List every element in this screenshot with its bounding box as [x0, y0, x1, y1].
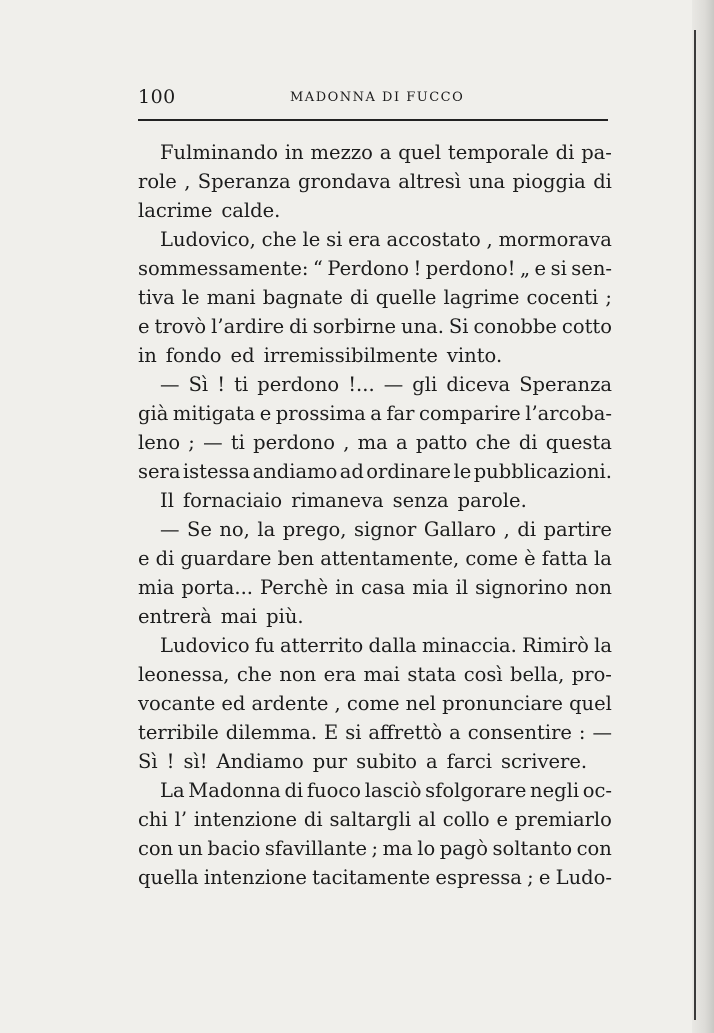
word: Sì: [188, 373, 209, 396]
word: lo: [417, 837, 436, 860]
word: Madonna: [188, 779, 281, 802]
word: perdono!: [425, 257, 516, 280]
text-line: [138, 341, 612, 370]
word: —: [160, 518, 180, 541]
word: pro-: [571, 663, 612, 686]
word: ,: [503, 518, 510, 541]
word: E: [323, 721, 339, 744]
text-line: [138, 602, 612, 631]
word: Speranza: [197, 170, 291, 193]
word: senza: [392, 489, 449, 512]
word: leno: [138, 431, 181, 454]
word: pagò: [439, 837, 489, 860]
word: ;: [188, 431, 195, 454]
word: l’arcoba-: [525, 402, 612, 425]
word: di: [593, 170, 612, 193]
word: lasciò: [364, 779, 422, 802]
text-line: [138, 312, 612, 341]
word: non: [279, 663, 317, 686]
word: !: [217, 373, 226, 396]
word: :: [578, 721, 586, 744]
word: fatta: [541, 547, 588, 570]
page-header: [138, 86, 608, 112]
text-line: [138, 196, 612, 225]
word: accostato: [386, 228, 481, 251]
word: mai: [363, 663, 400, 686]
word: mormorava: [498, 228, 612, 251]
word: quelle: [375, 286, 437, 309]
word: come: [346, 692, 400, 715]
word: saltargli: [329, 808, 412, 831]
text-line: [138, 167, 612, 196]
word: Gallaro: [423, 518, 497, 541]
word: ordinare: [366, 460, 452, 483]
running-title: MADONNA DI FUCCO: [290, 90, 465, 105]
word: Perchè: [260, 576, 329, 599]
word: irremissibilmente: [263, 344, 438, 367]
word: premiarlo: [514, 808, 612, 831]
word: che: [261, 228, 297, 251]
word: si: [326, 228, 343, 251]
word: la: [594, 547, 612, 570]
word: lacrime: [138, 199, 213, 222]
word: Speranza: [519, 373, 612, 396]
text-line: [138, 515, 612, 544]
word: si: [550, 257, 567, 280]
word: perdono: [257, 373, 340, 396]
word: nel: [405, 692, 436, 715]
text-line: [138, 689, 612, 718]
word: calde.: [221, 199, 281, 222]
header-rule: [138, 119, 608, 121]
word: stata: [407, 663, 457, 686]
word: mitigata: [172, 402, 256, 425]
word: questa: [545, 431, 612, 454]
text-line: [138, 457, 612, 486]
word: a: [426, 750, 438, 773]
word: cocenti: [526, 286, 599, 309]
text-line: [138, 428, 612, 457]
word: pur: [312, 750, 348, 773]
word: a: [379, 141, 392, 164]
text-line: [138, 225, 612, 254]
word: farci: [446, 750, 492, 773]
word: e: [534, 257, 547, 280]
word: Ludovico,: [160, 228, 256, 251]
word: a: [395, 431, 408, 454]
word: già: [138, 402, 169, 425]
word: ad: [339, 460, 364, 483]
word: ;: [527, 866, 534, 889]
word: Sì: [138, 750, 158, 773]
word: le: [453, 460, 472, 483]
word: bagnate: [262, 286, 343, 309]
word: a: [449, 721, 461, 744]
word: si: [345, 721, 362, 744]
text-line: [138, 834, 612, 863]
word: mia: [412, 576, 449, 599]
word: ti: [234, 373, 249, 396]
word: al: [417, 808, 436, 831]
word: Se: [186, 518, 212, 541]
word: parole.: [457, 489, 527, 512]
word: che: [475, 431, 511, 454]
word: mai: [220, 605, 258, 628]
word: ed: [221, 692, 246, 715]
word: bella,: [510, 663, 565, 686]
text-line: [138, 631, 612, 660]
word: sommessamente:: [138, 257, 309, 280]
word: di: [555, 141, 575, 164]
word: quella: [138, 866, 199, 889]
page-number: 100: [138, 86, 176, 108]
word: in: [138, 344, 157, 367]
word: La: [160, 779, 185, 802]
word: —: [203, 431, 223, 454]
text-line: [138, 747, 612, 776]
word: gli: [412, 373, 438, 396]
word: diceva: [446, 373, 511, 396]
word: oc-: [582, 779, 612, 802]
word: era: [323, 663, 357, 686]
word: la: [594, 634, 612, 657]
text-line: [138, 283, 612, 312]
word: sera: [138, 460, 181, 483]
word: sorbirne: [312, 315, 396, 338]
word: attentamente,: [320, 547, 460, 570]
word: patto: [415, 431, 468, 454]
word: fondo: [165, 344, 222, 367]
word: lagrime: [443, 286, 520, 309]
word: ben: [277, 547, 315, 570]
word: „: [519, 257, 531, 280]
word: ma: [357, 431, 388, 454]
word: signorino: [475, 576, 569, 599]
word: Andiamo: [216, 750, 304, 773]
word: !: [166, 750, 175, 773]
word: pa-: [581, 141, 612, 164]
word: dilemma.: [225, 721, 318, 744]
word: atterrito: [279, 634, 364, 657]
word: prego,: [282, 518, 347, 541]
text-line: [138, 718, 612, 747]
word: fu: [254, 634, 275, 657]
word: è: [524, 547, 536, 570]
word: e: [496, 808, 509, 831]
word: partire: [543, 518, 612, 541]
word: di: [518, 431, 538, 454]
text-line: [138, 544, 612, 573]
word: vinto.: [446, 344, 503, 367]
word: con: [576, 837, 612, 860]
text-line: [138, 660, 612, 689]
word: una.: [400, 315, 444, 338]
word: e: [538, 866, 551, 889]
body-text: [138, 138, 612, 892]
word: —: [383, 373, 404, 396]
word: terribile: [138, 721, 219, 744]
word: non: [575, 576, 612, 599]
word: andiamo: [252, 460, 338, 483]
word: leonessa,: [138, 663, 230, 686]
word: minaccia.: [422, 634, 517, 657]
word: fornaciaio: [182, 489, 283, 512]
word: mia: [138, 576, 175, 599]
word: porta...: [181, 576, 253, 599]
word: più.: [266, 605, 304, 628]
word: “: [312, 257, 323, 280]
word: role: [138, 170, 177, 193]
word: no,: [219, 518, 250, 541]
word: sfavillante: [264, 837, 368, 860]
word: perdono: [253, 431, 335, 454]
word: affrettò: [368, 721, 443, 744]
word: grondava: [297, 170, 391, 193]
word: subito: [356, 750, 418, 773]
word: una: [468, 170, 506, 193]
word: Perdono: [327, 257, 410, 280]
word: Ludo-: [555, 866, 612, 889]
word: Il: [160, 489, 174, 512]
word: negli: [530, 779, 580, 802]
word: vocante: [138, 692, 216, 715]
word: tacitamente: [312, 866, 431, 889]
word: fuoco: [306, 779, 362, 802]
word: consentire: [467, 721, 572, 744]
word: a: [370, 402, 382, 425]
word: l’ardire: [211, 315, 285, 338]
word: conobbe: [473, 315, 557, 338]
word: comparire: [419, 402, 521, 425]
word: ,: [486, 228, 493, 251]
word: Ludovico: [160, 634, 250, 657]
word: ;: [371, 837, 379, 860]
word: pubblicazioni.: [473, 460, 612, 483]
word: di: [303, 808, 323, 831]
word: mezzo: [310, 141, 373, 164]
word: ,: [343, 431, 350, 454]
word: ;: [605, 286, 612, 309]
word: rimaneva: [291, 489, 384, 512]
word: far: [386, 402, 415, 425]
word: le: [181, 286, 200, 309]
word: soltanto: [492, 837, 573, 860]
word: ti: [230, 431, 245, 454]
word: trovò: [154, 315, 207, 338]
word: di: [517, 518, 537, 541]
word: casa: [361, 576, 406, 599]
word: Rimirò: [522, 634, 589, 657]
word: Fulminando: [160, 141, 279, 164]
text-line: [138, 486, 612, 515]
word: di: [155, 547, 175, 570]
word: sfolgorare: [425, 779, 527, 802]
word: e: [259, 402, 272, 425]
word: prossima: [275, 402, 366, 425]
word: in: [335, 576, 354, 599]
text-line: [138, 254, 612, 283]
word: di: [284, 779, 304, 802]
word: ed: [230, 344, 255, 367]
word: espressa: [435, 866, 522, 889]
text-line: [138, 399, 612, 428]
word: Si: [448, 315, 469, 338]
binding-line: [694, 30, 696, 1020]
word: temporale: [447, 141, 549, 164]
word: mani: [206, 286, 256, 309]
word: —: [160, 373, 180, 396]
word: quel: [569, 692, 612, 715]
word: il: [455, 576, 469, 599]
word: così: [463, 663, 503, 686]
word: bacio: [207, 837, 261, 860]
text-line: [138, 573, 612, 602]
word: tiva: [138, 286, 175, 309]
word: intenzione: [203, 866, 307, 889]
word: intenzione: [193, 808, 297, 831]
word: chi: [138, 808, 168, 831]
text-line: [138, 863, 612, 892]
word: ,: [334, 692, 341, 715]
word: altresì: [398, 170, 462, 193]
word: e: [138, 547, 150, 570]
text-line: [138, 805, 612, 834]
word: ma: [382, 837, 413, 860]
word: le: [302, 228, 321, 251]
word: sì!: [183, 750, 208, 773]
word: in: [284, 141, 304, 164]
word: di: [349, 286, 369, 309]
word: !...: [348, 373, 375, 396]
word: un: [177, 837, 203, 860]
word: istessa: [182, 460, 251, 483]
word: !: [413, 257, 422, 280]
word: pronunciare: [442, 692, 563, 715]
word: entrerà: [138, 605, 212, 628]
word: scrivere.: [500, 750, 588, 773]
word: che: [236, 663, 272, 686]
word: pioggia: [512, 170, 586, 193]
word: dalla: [368, 634, 417, 657]
word: e: [138, 315, 150, 338]
word: come: [465, 547, 519, 570]
word: collo: [442, 808, 490, 831]
word: di: [289, 315, 308, 338]
word: signor: [353, 518, 417, 541]
word: cotto: [561, 315, 612, 338]
word: l’: [174, 808, 188, 831]
word: guardare: [180, 547, 272, 570]
word: quel: [398, 141, 442, 164]
word: la: [257, 518, 276, 541]
word: con: [138, 837, 174, 860]
word: —: [592, 721, 612, 744]
word: era: [348, 228, 381, 251]
word: ,: [184, 170, 191, 193]
word: sen-: [571, 257, 612, 280]
text-line: [138, 370, 612, 399]
word: ardente: [251, 692, 329, 715]
text-line: [138, 138, 612, 167]
text-line: [138, 776, 612, 805]
